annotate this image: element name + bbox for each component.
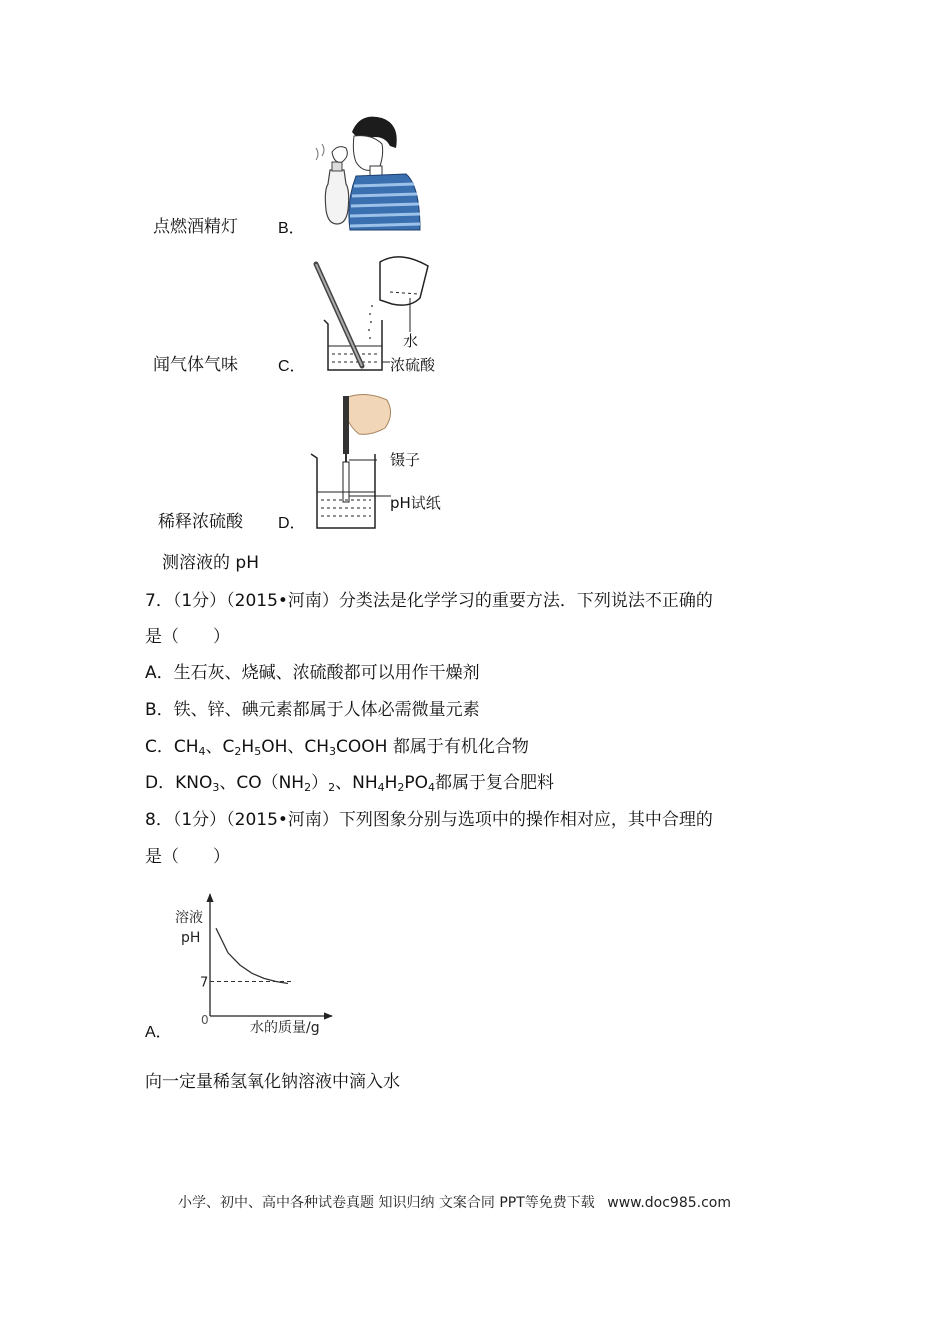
glass-rod-highlight <box>316 264 362 366</box>
gas-bottle <box>325 170 348 224</box>
label-ph-paper: pH试纸 <box>390 494 441 512</box>
label-tweezers: 镊子 <box>390 451 421 469</box>
figure-b-illustration <box>310 110 426 235</box>
figure-c-caption: 稀释浓硫酸 <box>158 512 243 532</box>
origin-label: 0 <box>201 1013 209 1027</box>
q8-option-a-letter: A． <box>145 1024 172 1041</box>
figure-b-caption: 闻气体气味 <box>153 355 238 375</box>
tweezers <box>343 396 349 454</box>
waving-hand <box>332 147 347 163</box>
ref-tick-label: 7 <box>200 975 209 991</box>
footer <box>178 1192 731 1212</box>
hand <box>345 394 391 434</box>
q7-option-c: C．$CH_4$、$C_2H_5OH$、$CH_3COOH$ 都属于有机化合物 <box>145 737 529 758</box>
q7-stem-line2: 是（ ） <box>145 627 230 647</box>
figure-c-letter: C． <box>278 358 306 375</box>
q8-chart-a <box>170 890 340 1040</box>
x-axis-label: 水的质量/g <box>250 1020 320 1036</box>
footer-text: 小学、初中、高中各种试卷真题 知识归纳 文案合同 PPT等免费下载 <box>178 1195 595 1211</box>
pour-stream <box>368 305 373 339</box>
q8-option-a-caption: 向一定量稀氢氧化钠溶液中滴入水 <box>145 1072 400 1092</box>
q8-stem-line2: 是（ ） <box>145 847 230 867</box>
label-water: 水 <box>403 332 419 350</box>
odor-lines <box>316 144 324 160</box>
footer-link[interactable]: www.doc985.com <box>607 1195 731 1211</box>
ph-paper <box>343 462 349 502</box>
label-conc-acid: 浓硫酸 <box>390 356 436 374</box>
figure-a-caption: 点燃酒精灯 <box>153 217 238 237</box>
q7-option-a: A．生石灰、烧碱、浓硫酸都可以用作干燥剂 <box>145 663 480 683</box>
series-line <box>216 928 288 983</box>
q7-option-b: B．铁、锌、碘元素都属于人体必需微量元素 <box>145 700 480 720</box>
q7-option-d: D．$KNO_3$、$CO(NH_2)_2$、$NH_4H_2PO_4$都属于复合肥料 <box>145 773 555 794</box>
figure-b-letter: B． <box>278 220 305 237</box>
q8-stem-line1: 8．（1分）（2015•河南）下列图象分别与选项中的操作相对应，其中合理的 <box>145 810 713 830</box>
figure-d-illustration <box>305 392 395 532</box>
shirt <box>349 174 420 230</box>
figure-d-letter: D． <box>278 515 306 532</box>
q7-stem-line1: 7．（1分）（2015•河南）分类法是化学学习的重要方法．下列说法不正确的 <box>145 591 713 611</box>
neck <box>370 166 382 176</box>
figure-d-caption: 测溶液的 pH <box>162 553 259 573</box>
face <box>353 136 382 171</box>
y-label-line1: 溶液 <box>175 910 203 926</box>
upper-beaker <box>380 257 428 305</box>
bottle-neck <box>332 162 342 171</box>
y-label-line2: pH <box>181 930 201 946</box>
